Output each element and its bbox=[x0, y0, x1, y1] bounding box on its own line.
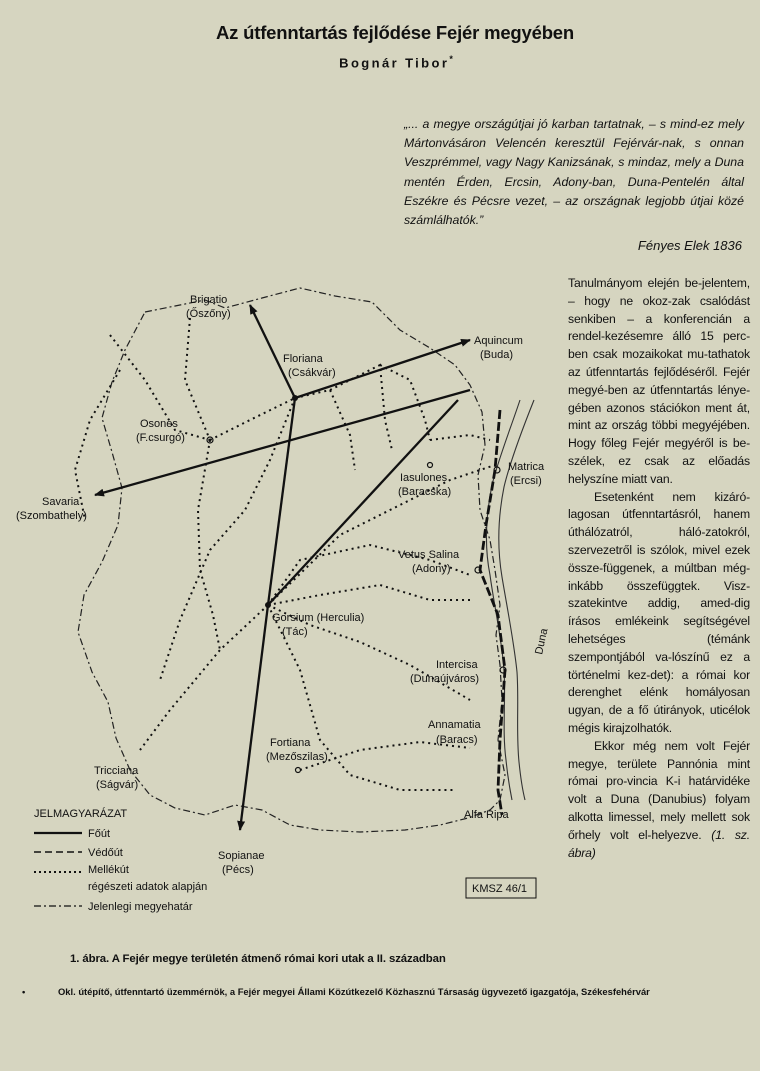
label-tricciana: Tricciana bbox=[94, 765, 139, 777]
label-baracs: (Baracs) bbox=[436, 734, 478, 746]
label-floriana: Floriana bbox=[283, 353, 323, 365]
label-szombathely: (Szombathely) bbox=[16, 510, 87, 522]
label-oszony: (Őszőny) bbox=[186, 308, 231, 320]
label-aquincum: Aquincum bbox=[474, 335, 523, 347]
label-mezoszilas: (Mezőszilas) bbox=[266, 751, 328, 763]
paragraph-3 bbox=[568, 738, 750, 863]
label-brigatio: Brigatio bbox=[190, 294, 228, 306]
epigraph-author: Fényes Elek 1836 bbox=[637, 238, 742, 253]
legend-side-road-note: régészeti adatok alapján bbox=[88, 881, 208, 893]
legend-side-road: Mellékút bbox=[88, 864, 129, 876]
label-duna: Duna bbox=[533, 627, 551, 656]
label-fcsurgo: (F.csurgó) bbox=[136, 432, 185, 444]
legend-main-road: Főút bbox=[88, 828, 111, 840]
label-iasulones: Iasulones bbox=[400, 472, 448, 484]
label-fortiana: Fortiana bbox=[270, 737, 311, 749]
settlement-marker-iasulones bbox=[428, 463, 433, 468]
label-baracska: (Baracska) bbox=[398, 486, 452, 498]
paragraph-3-text: Ekkor még nem volt Fejér megye, területe Pannónia mint római pro-vincia K-i határvidéke volt a Duna (Danubius) folyam alkotta limessel, mely mellett sok őrhely volt el-helyezve. bbox=[568, 738, 750, 842]
label-savaria: Savaria bbox=[42, 496, 80, 508]
label-csakvar: (Csákvár) bbox=[288, 367, 336, 379]
figure-caption: 1. ábra. A Fejér megye területén átmenő római kori utak a II. században bbox=[70, 953, 446, 965]
label-ercsi: (Ercsi) bbox=[510, 475, 542, 487]
label-pecs: (Pécs) bbox=[222, 864, 254, 876]
label-intercisa: Intercisa bbox=[436, 659, 478, 671]
figure-reference: (1. sz. ábra) bbox=[568, 827, 750, 860]
legend-county-border: Jelenlegi megyehatár bbox=[88, 901, 193, 913]
label-alfa-ripa: Alfa Ripa bbox=[464, 809, 509, 821]
settlement-marker-fortiana bbox=[296, 768, 301, 773]
legend-protective-road: Védőút bbox=[88, 847, 123, 859]
paragraph-2: Esetenként nem kizáró-lagosan útfenntartásról, hanem úthálózatról, háló-zatokról, szervezetről is szólok, mivel ezek össze-függenek, a múltban még-inkább összefüggtek. Visz-szatekintve addig, amed-dig írásos emlékeink segítségével lehetséges (témánk szempontjából va-lószínű ez a történelmi kez-det): a római kor derenghet elénk homályosan ugyan, de a fő útirányok, uticélok mégis kirajzolhatók. bbox=[568, 489, 750, 735]
label-annamatia: Annamatia bbox=[428, 719, 481, 731]
label-gorsium: Gorsium (Herculia) bbox=[272, 612, 365, 624]
footnote bbox=[22, 985, 752, 998]
author-footnote-mark: * bbox=[449, 54, 453, 64]
settlement-marker-floriana bbox=[292, 395, 298, 401]
body-text bbox=[568, 275, 750, 862]
article-title: Az útfenntartás fejlődése Fejér megyében bbox=[216, 22, 574, 43]
map-code: KMSZ 46/1 bbox=[472, 883, 528, 895]
label-tac: (Tác) bbox=[282, 626, 308, 638]
map-legend bbox=[34, 807, 207, 913]
author-name: Bognár Tibor bbox=[339, 55, 450, 71]
label-sagvar: (Ságvár) bbox=[96, 779, 139, 791]
paragraph-1: Tanulmányom elején be-jelentem, – hogy ne okoz-zak csalódást senkiben – a konferencián a rendel-kezésemre álló 15 perc-ben csak mozaikokat mu-tathatok az útfenntartás fejlődéséről. Fejér megyé-ben az útfenntartás lénye-gében azonos stációkon ment át, mint az ország többi megyéjében. Hogy főleg Fejér megyéről is be-szélek, ez csak az előadás helyszíne miatt van. bbox=[568, 276, 750, 486]
label-osones: Osones bbox=[140, 418, 178, 430]
label-vetus-salina: Vetus Salina bbox=[398, 549, 460, 561]
label-buda: (Buda) bbox=[480, 349, 514, 361]
epigraph-quote: „... a megye országútjai jó karban tartatnak, – s mind-ez mely Mártonvásáron Velencén keresztül Fejérvár-nak, s onnan Veszprémmel, vagy Nagy Kanizsának, s mindaz, mely a Duna mentén Érden, Ercsin, Adony-ban, Duna-Pentelén által Eszékre és Pécsre vezet, – az országnak legjobb útjai közé számlálhatók.” bbox=[404, 117, 744, 228]
legend-title: JELMAGYARÁZAT bbox=[34, 808, 128, 820]
roman-roads-map bbox=[0, 270, 560, 930]
label-matrica: Matrica bbox=[508, 461, 545, 473]
label-adony: (Adony) bbox=[412, 563, 451, 575]
footnote-mark: • bbox=[22, 986, 26, 997]
footnote-text: Okl. útépítő, útfenntartó üzemmérnök, a Fejér megyei Állami Közútkezelő Közhasznú Társaság ügyvezető igazgatója, Székesfehérvár bbox=[58, 986, 650, 997]
label-dunaujvaros: (Dunaújváros) bbox=[410, 673, 480, 685]
label-sopianae: Sopianae bbox=[218, 850, 265, 862]
article-author bbox=[0, 54, 760, 70]
settlement-marker-gorsium bbox=[265, 602, 271, 608]
